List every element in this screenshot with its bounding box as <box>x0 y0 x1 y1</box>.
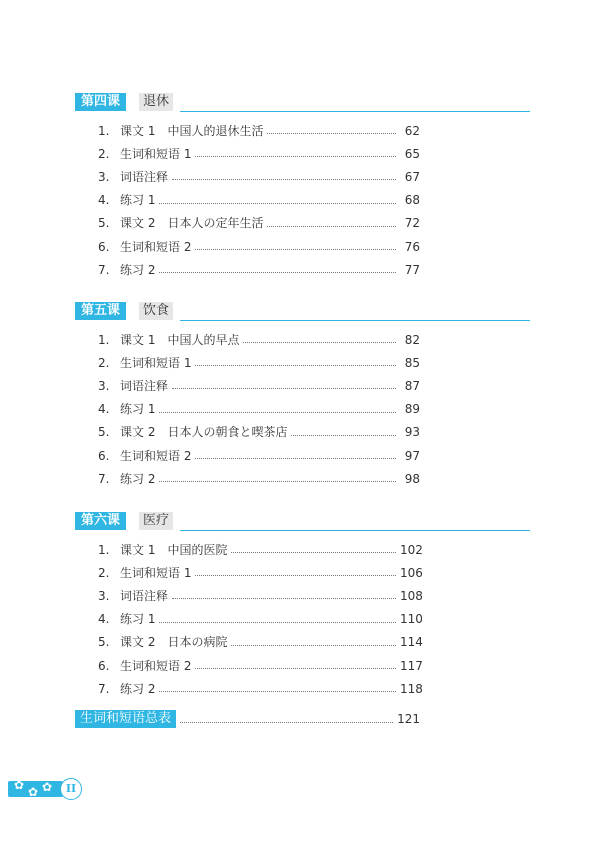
entry-index: 2. <box>98 355 110 370</box>
entry-index: 4. <box>98 402 110 417</box>
toc-entry[interactable] <box>98 119 420 142</box>
toc-entry[interactable] <box>98 165 420 188</box>
entry-index: 2. <box>98 565 110 580</box>
leader-dots <box>195 249 396 250</box>
toc-entry[interactable] <box>98 538 423 561</box>
toc-entries <box>98 119 420 281</box>
entry-title: 词语注释 <box>120 378 169 393</box>
toc-entry[interactable] <box>98 631 423 654</box>
toc-entry[interactable] <box>98 677 423 700</box>
entry-page: 108 <box>400 588 423 603</box>
entry-index: 4. <box>98 193 110 208</box>
entry-index: 5. <box>98 216 110 231</box>
leader-dots <box>267 133 396 134</box>
glossary-page: 121 <box>397 712 420 726</box>
toc-entry[interactable] <box>98 142 420 165</box>
entry-title: 生词和短语 1 <box>120 565 192 580</box>
entry-title: 生词和短语 1 <box>120 146 192 161</box>
entry-title: 词语注释 <box>120 169 169 184</box>
page-footer <box>8 778 80 800</box>
entry-title: 练习 1 <box>120 193 156 208</box>
leader-dots <box>195 668 396 669</box>
entry-title: 课文 1 中国人的早点 <box>120 332 240 347</box>
entry-title: 练习 1 <box>120 612 156 627</box>
lesson-name: 饮食 <box>139 302 173 320</box>
entry-index: 6. <box>98 658 110 673</box>
header-rule <box>180 111 530 112</box>
entry-title: 课文 2 日本人の定年生活 <box>120 216 264 231</box>
leader-dots <box>159 412 396 413</box>
entry-page: 72 <box>404 216 420 231</box>
leader-dots <box>231 552 396 553</box>
entry-title: 课文 1 中国的医院 <box>120 542 228 557</box>
toc-entries <box>98 328 420 490</box>
leader-dots <box>159 691 396 692</box>
entry-page: 93 <box>404 425 420 440</box>
header-rule <box>180 320 530 321</box>
entry-index: 1. <box>98 332 110 347</box>
entry-index: 7. <box>98 262 110 277</box>
toc-entry[interactable] <box>98 328 420 351</box>
flower-icon: ✿ <box>42 780 53 794</box>
leader-dots <box>172 388 396 389</box>
entry-index: 7. <box>98 681 110 696</box>
lesson-header <box>75 302 530 320</box>
toc-entry[interactable] <box>98 189 420 212</box>
toc-entry[interactable] <box>98 235 420 258</box>
entry-index: 5. <box>98 425 110 440</box>
toc-entry[interactable] <box>98 351 420 374</box>
leader-dots <box>159 481 396 482</box>
entry-page: 65 <box>404 146 420 161</box>
entry-title: 课文 1 中国人的退休生活 <box>120 123 264 138</box>
lesson-number: 第五课 <box>75 302 126 320</box>
entry-index: 1. <box>98 542 110 557</box>
leader-dots <box>159 203 396 204</box>
leader-dots <box>291 435 396 436</box>
glossary-entry[interactable] <box>75 710 420 728</box>
leader-dots <box>159 272 396 273</box>
entry-title: 生词和短语 2 <box>120 658 192 673</box>
entry-page: 87 <box>404 378 420 393</box>
entry-title: 练习 2 <box>120 262 156 277</box>
entry-index: 3. <box>98 588 110 603</box>
toc-entry[interactable] <box>98 421 420 444</box>
leader-dots <box>231 645 396 646</box>
entry-index: 3. <box>98 169 110 184</box>
entry-index: 6. <box>98 448 110 463</box>
lesson-name: 退休 <box>139 93 173 111</box>
lesson-header <box>75 512 530 530</box>
flower-icon: ✿ <box>14 778 25 792</box>
toc-entry[interactable] <box>98 584 423 607</box>
glossary-label: 生词和短语总表 <box>75 710 176 728</box>
entry-index: 7. <box>98 471 110 486</box>
entry-page: 89 <box>404 402 420 417</box>
toc-entries <box>98 538 423 700</box>
entry-title: 练习 1 <box>120 402 156 417</box>
leader-dots <box>267 226 396 227</box>
entry-page: 110 <box>400 612 423 627</box>
lesson-name: 医疗 <box>139 512 173 530</box>
leader-dots <box>195 575 396 576</box>
toc-entry[interactable] <box>98 398 420 421</box>
entry-index: 5. <box>98 635 110 650</box>
toc-entry[interactable] <box>98 374 420 397</box>
toc-entry[interactable] <box>98 212 420 235</box>
entry-index: 4. <box>98 612 110 627</box>
toc-entry[interactable] <box>98 654 423 677</box>
entry-page: 106 <box>400 565 423 580</box>
entry-page: 85 <box>404 355 420 370</box>
entry-page: 98 <box>404 471 420 486</box>
leader-dots <box>243 342 396 343</box>
entry-title: 课文 2 日本人の朝食と喫茶店 <box>120 425 288 440</box>
entry-title: 练习 2 <box>120 681 156 696</box>
entry-title: 课文 2 日本の病院 <box>120 635 228 650</box>
leader-dots <box>195 458 396 459</box>
entry-page: 62 <box>404 123 420 138</box>
entry-page: 118 <box>400 681 423 696</box>
entry-page: 114 <box>400 635 423 650</box>
entry-title: 词语注释 <box>120 588 169 603</box>
lesson-number: 第六课 <box>75 512 126 530</box>
lesson-number: 第四课 <box>75 93 126 111</box>
leader-dots <box>195 365 396 366</box>
entry-title: 练习 2 <box>120 471 156 486</box>
toc-entry[interactable] <box>98 608 423 631</box>
leader-dots <box>172 179 396 180</box>
entry-page: 102 <box>400 542 423 557</box>
entry-page: 67 <box>404 169 420 184</box>
leader-dots <box>159 622 396 623</box>
entry-index: 3. <box>98 378 110 393</box>
leader-dots <box>172 598 396 599</box>
toc-entry[interactable] <box>98 444 420 467</box>
entry-title: 生词和短语 2 <box>120 448 192 463</box>
entry-page: 117 <box>400 658 423 673</box>
entry-title: 生词和短语 2 <box>120 239 192 254</box>
entry-index: 2. <box>98 146 110 161</box>
entry-index: 1. <box>98 123 110 138</box>
entry-page: 77 <box>404 262 420 277</box>
entry-page: 82 <box>404 332 420 347</box>
flower-icon: ✿ <box>28 785 39 799</box>
entry-page: 97 <box>404 448 420 463</box>
entry-title: 生词和短语 1 <box>120 355 192 370</box>
entry-page: 68 <box>404 193 420 208</box>
toc-entry[interactable] <box>98 467 420 490</box>
toc-entry[interactable] <box>98 258 420 281</box>
lesson-header <box>75 93 530 111</box>
page-number: II <box>60 778 82 800</box>
leader-dots <box>195 156 396 157</box>
leader-dots <box>180 722 393 723</box>
entry-index: 6. <box>98 239 110 254</box>
toc-entry[interactable] <box>98 561 423 584</box>
header-rule <box>180 530 530 531</box>
entry-page: 76 <box>404 239 420 254</box>
